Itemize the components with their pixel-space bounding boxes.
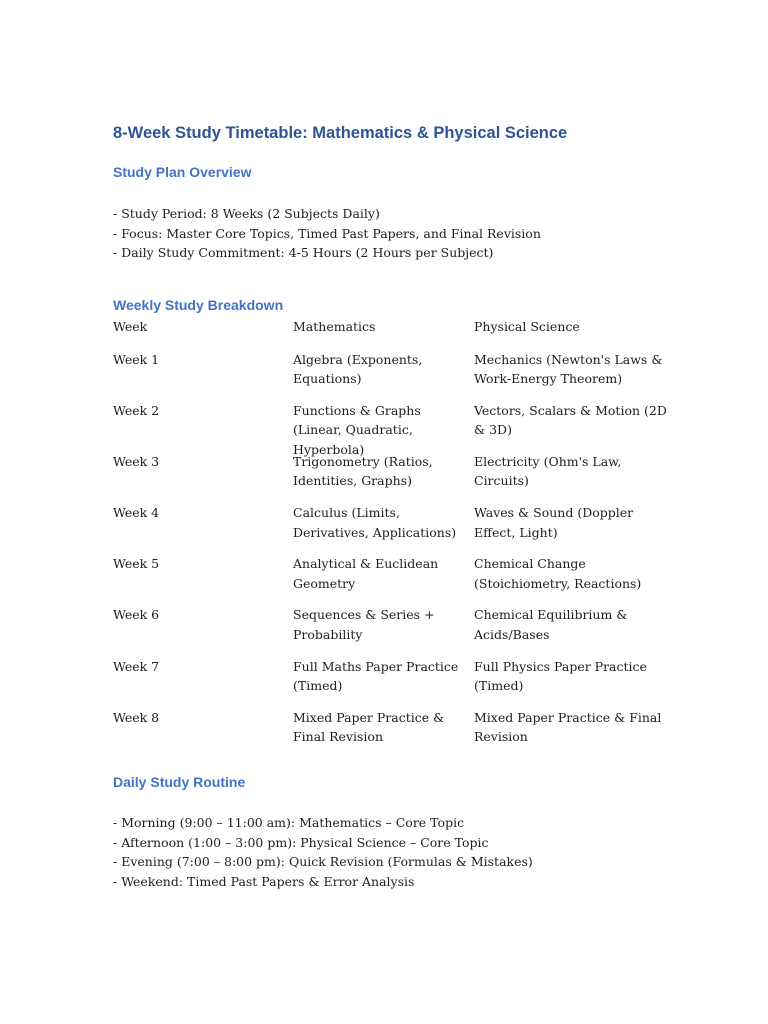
- routine-line: - Weekend: Timed Past Papers & Error Analysis: [113, 873, 415, 889]
- table-row: [113, 452, 673, 503]
- week-cell: Week 2: [113, 402, 160, 418]
- math-cell: Full Maths Paper Practice (Timed): [293, 658, 459, 694]
- science-cell: Full Physics Paper Practice (Timed): [474, 658, 647, 694]
- week-cell: Week 7: [113, 658, 160, 674]
- routine-line: - Morning (9:00 – 11:00 am): Mathematics – Core Topic: [113, 815, 465, 830]
- science-cell: Chemical Equilibrium & Acids/Bases: [474, 607, 628, 642]
- routine-list: [113, 813, 533, 891]
- week-cell: Week 6: [113, 607, 160, 623]
- table-row: [113, 657, 673, 708]
- math-cell: Mixed Paper Practice & Final Revision: [293, 709, 445, 745]
- routine-heading: Daily Study Routine: [113, 774, 246, 790]
- week-cell: Week 3: [113, 453, 160, 469]
- breakdown-heading: Weekly Study Breakdown: [113, 297, 284, 313]
- science-cell: Waves & Sound (Doppler Effect, Light): [474, 505, 634, 540]
- science-cell: Chemical Change (Stoichiometry, Reactions): [474, 556, 642, 591]
- table-row: [113, 350, 673, 401]
- document-title: 8-Week Study Timetable: Mathematics & Physical Science: [113, 124, 568, 142]
- weekly-breakdown-table: [113, 317, 673, 759]
- column-header-week: Week: [113, 319, 148, 334]
- column-header-mathematics: Mathematics: [293, 319, 376, 334]
- table-row: [113, 554, 673, 605]
- table-row: [113, 503, 673, 554]
- overview-heading: Study Plan Overview: [113, 164, 252, 180]
- overview-line: - Study Period: 8 Weeks (2 Subjects Daily): [113, 206, 380, 221]
- week-cell: Week 8: [113, 709, 160, 725]
- overview-line: - Daily Study Commitment: 4-5 Hours (2 Hours per Subject): [113, 245, 494, 260]
- table-row: [113, 401, 673, 457]
- week-cell: Week 5: [113, 556, 160, 572]
- math-cell: Algebra (Exponents, Equations): [293, 351, 423, 386]
- table-row: [113, 605, 673, 656]
- table-row: [113, 708, 673, 759]
- table-header-row: [113, 317, 673, 337]
- week-cell: Week 1: [113, 351, 160, 367]
- math-cell: Analytical & Euclidean Geometry: [293, 556, 439, 591]
- science-cell: Electricity (Ohm's Law, Circuits): [474, 453, 622, 489]
- math-cell: Functions & Graphs (Linear, Quadratic, Hyperbola): [293, 402, 421, 457]
- math-cell: Sequences & Series + Probability: [293, 607, 435, 642]
- routine-line: - Afternoon (1:00 – 3:00 pm): Physical Science – Core Topic: [113, 834, 489, 850]
- overview-list: [113, 204, 541, 263]
- science-cell: Mechanics (Newton's Laws & Work-Energy Theorem): [474, 351, 663, 386]
- science-cell: Vectors, Scalars & Motion (2D & 3D): [474, 402, 667, 438]
- math-cell: Trigonometry (Ratios, Identities, Graphs): [293, 453, 433, 489]
- week-cell: Week 4: [113, 505, 160, 521]
- overview-line: - Focus: Master Core Topics, Timed Past Papers, and Final Revision: [113, 225, 541, 241]
- column-header-physical-science: Physical Science: [474, 319, 580, 334]
- math-cell: Calculus (Limits, Derivatives, Applications): [293, 505, 457, 540]
- science-cell: Mixed Paper Practice & Final Revision: [474, 709, 662, 745]
- routine-line: - Evening (7:00 – 8:00 pm): Quick Revision (Formulas & Mistakes): [113, 854, 533, 869]
